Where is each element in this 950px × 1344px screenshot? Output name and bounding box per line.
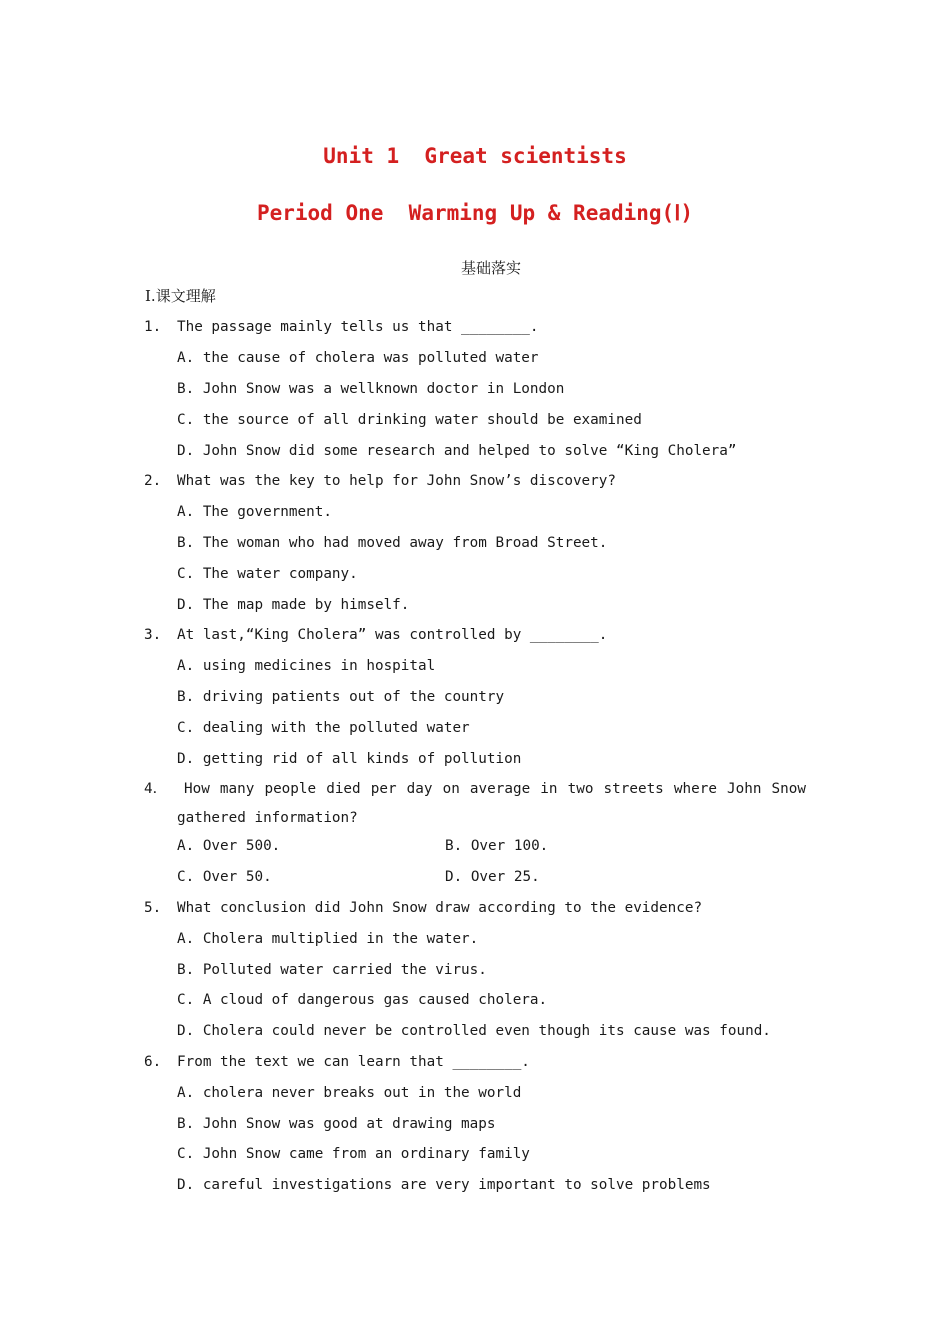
option-c: C. John Snow came from an ordinary family [177, 1146, 530, 1162]
option-c: C. A cloud of dangerous gas caused cholera. [177, 992, 548, 1008]
question-stem: What was the key to help for John Snow’s discovery? [177, 473, 616, 489]
question-number: 3. [144, 627, 162, 643]
option-b: B. John Snow was good at drawing maps [177, 1116, 496, 1132]
question-number: 4． [144, 781, 167, 797]
option-d: D. careful investigations are very important to solve problems [177, 1177, 711, 1193]
option-c: C. Over 50. [177, 869, 272, 885]
option-a: A. cholera never breaks out in the world [177, 1085, 522, 1101]
option-b: B. driving patients out of the country [177, 689, 505, 705]
option-a: A. Cholera multiplied in the water. [177, 931, 479, 947]
option-b: B. John Snow was a wellknown doctor in London [177, 381, 565, 397]
option-d: D. getting rid of all kinds of pollution [177, 751, 522, 767]
option-b: B. Over 100. [445, 838, 549, 854]
question-number: 5. [144, 900, 162, 916]
option-d: D. The map made by himself. [177, 597, 410, 613]
option-d: D. John Snow did some research and helped to solve “King Cholera” [177, 443, 737, 459]
section-subtitle: 基础落实 [460, 259, 521, 277]
option-a: A. using medicines in hospital [177, 658, 436, 674]
option-c: C. The water company. [177, 566, 358, 582]
question-number: 1. [144, 319, 162, 335]
period-title: Period One Warming Up & Reading(Ⅰ) [256, 201, 694, 225]
option-a: A. The government. [177, 504, 332, 520]
option-d: D. Cholera could never be controlled even though its cause was found. [177, 1023, 771, 1039]
question-stem: From the text we can learn that ________. [177, 1054, 530, 1070]
question-number: 6. [144, 1054, 162, 1070]
option-b: B. The woman who had moved away from Broad Street. [177, 535, 608, 551]
question-stem: The passage mainly tells us that ________. [177, 319, 539, 335]
question-stem-line-2: gathered information? [177, 810, 358, 826]
option-c: C. the source of all drinking water should be examined [177, 412, 642, 428]
option-a: A. Over 500. [177, 838, 281, 854]
unit-title: Unit 1 Great scientists [323, 144, 627, 168]
section-heading: Ⅰ.课文理解 [145, 287, 216, 305]
question-stem: What conclusion did John Snow draw according to the evidence? [177, 900, 703, 916]
option-c: C. dealing with the polluted water [177, 720, 470, 736]
question-stem-line-1: How many people died per day on average in two streets where John Snow [184, 781, 806, 797]
option-d: D. Over 25. [445, 869, 540, 885]
question-stem: At last,“King Cholera” was controlled by ________. [177, 627, 608, 643]
question-number: 2. [144, 473, 162, 489]
option-b: B. Polluted water carried the virus. [177, 962, 487, 978]
option-a: A. the cause of cholera was polluted water [177, 350, 539, 366]
